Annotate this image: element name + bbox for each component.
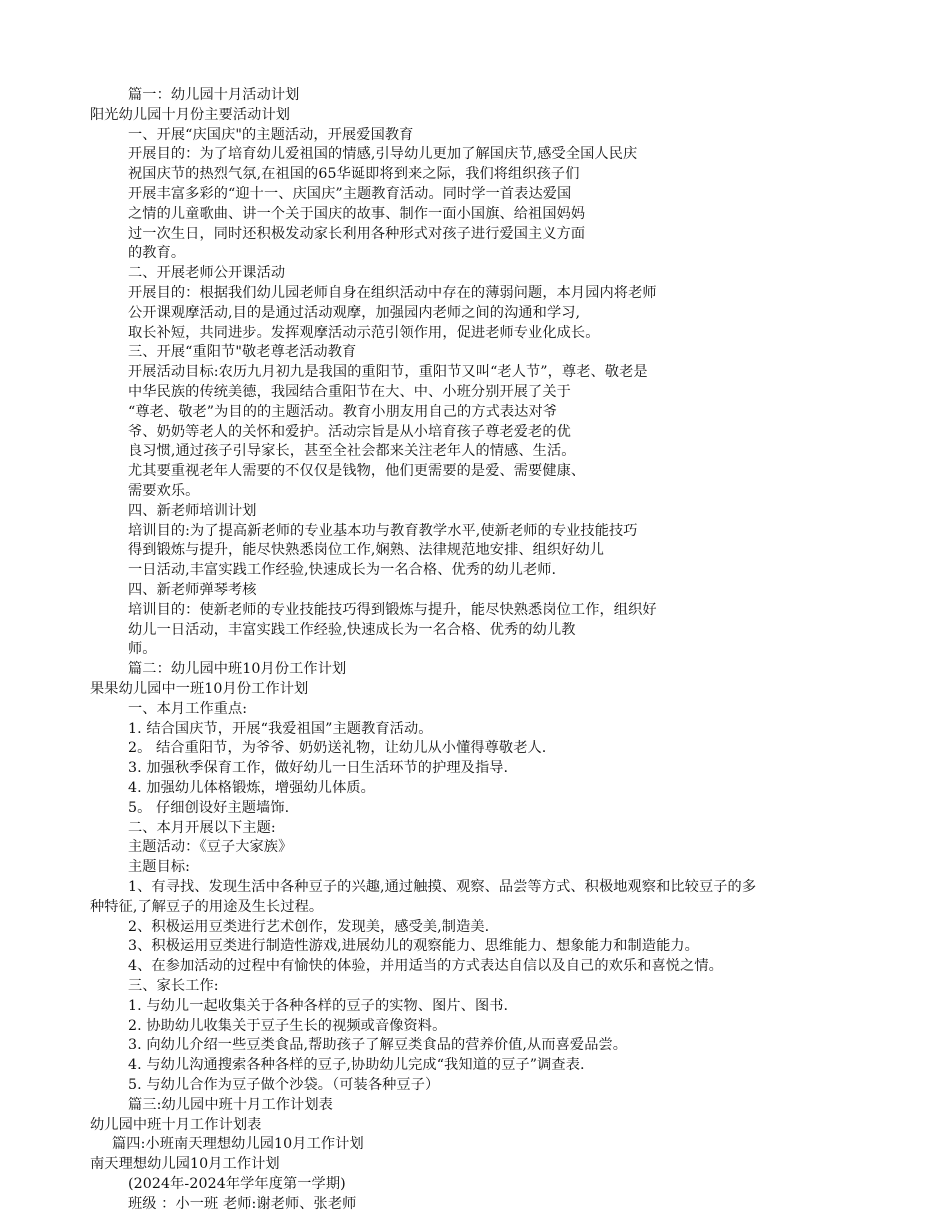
text-line: “尊老、敬老”为目的的主题活动。教育小朋友用自己的方式表达对爷 [128, 403, 558, 420]
text-line: 一、开展“庆国庆"的主题活动，开展爱国教育 [128, 126, 414, 143]
text-line: 幼儿一日活动，丰富实践工作经验,快速成长为一名合格、优秀的幼儿教 [128, 621, 576, 638]
text-line: 4、在参加活动的过程中有愉快的体验，并用适当的方式表达自信以及自己的欢乐和喜悦之情。 [128, 958, 723, 975]
text-line: 三、家长工作: [128, 978, 219, 994]
text-line: 篇一：幼儿园十月活动计划 [128, 87, 300, 103]
text-line: 主题活动：《豆子大家族》 [128, 839, 293, 856]
text-line: 4. 加强幼儿体格锻炼，增强幼儿体质。 [128, 780, 375, 796]
text-line: 篇三:幼儿园中班十月工作计划表 [128, 1096, 333, 1113]
text-line: 3. 向幼儿介绍一些豆类食品,帮助孩子了解豆类食品的营养价值,从而喜爱品尝。 [128, 1037, 628, 1054]
text-line: 开展目的：为了培育幼儿爱祖国的情感,引导幼儿更加了解国庆节,感受全国人民庆 [128, 146, 638, 163]
text-line: 2。 结合重阳节，为爷爷、奶奶送礼物，让幼儿从小懂得尊敬老人. [128, 740, 547, 757]
text-line: 一日活动,丰富实践工作经验,快速成长为一名合格、优秀的幼儿老师. [128, 562, 557, 579]
text-line: 幼儿园中班十月工作计划表 [90, 1116, 262, 1133]
text-line: 需要欢乐。 [128, 483, 200, 499]
text-line: 1、有寻找、发现生活中各种豆子的兴趣,通过触摸、观察、品尝等方式、积极地观察和比较豆子的多 [128, 879, 757, 895]
text-line: 公开课观摩活动,目的是通过活动观摩，加强园内老师之间的沟通和学习, [128, 304, 581, 321]
text-line: 南天理想幼儿园10月工作计划 [90, 1156, 280, 1173]
text-line: 班级 ：小一班 老师:谢老师、张老师 [128, 1195, 357, 1212]
text-line: 2、积极运用豆类进行艺术创作，发现美，感受美,制造美. [128, 918, 490, 935]
text-line: (2024年-2024年学年度第一学期) [128, 1176, 346, 1192]
text-line: 2. 协助幼儿收集关于豆子生长的视频或音像资料。 [128, 1017, 447, 1034]
text-line: 四、新老师培训计划 [128, 502, 257, 519]
text-line: 爷、奶奶等老人的关怀和爱护。活动宗旨是从小培育孩子尊老爱老的优 [128, 423, 571, 440]
text-line: 篇四:小班南天理想幼儿园10月工作计划 [112, 1136, 364, 1153]
text-line: 4. 与幼儿沟通搜索各种各样的豆子,协助幼儿完成“我知道的豆子”调查表. [128, 1057, 585, 1074]
text-line: 3. 加强秋季保育工作，做好幼儿一日生活环节的护理及指导. [128, 760, 509, 777]
text-line: 开展活动目标:农历九月初九是我国的重阳节，重阳节又叫“老人节”，尊老、敬老是 [128, 364, 648, 381]
text-line: 祝国庆节的热烈气氛,在祖国的65华诞即将到来之际，我们将组织孩子们 [128, 166, 580, 183]
text-line: 三、开展“重阳节"敬老尊老活动教育 [128, 344, 357, 361]
text-line: 二、开展老师公开课活动 [128, 265, 286, 282]
text-line: 的教育。 [128, 245, 186, 262]
text-line: 种特征,了解豆子的用途及生长过程。 [90, 898, 324, 915]
text-line: 阳光幼儿园十月份主要活动计划 [90, 106, 291, 123]
text-line: 果果幼儿园中一班10月份工作计划 [90, 681, 309, 697]
text-line: 尤其要重视老年人需要的不仅仅是钱物，他们更需要的是爱、需要健康、 [128, 463, 586, 480]
text-line: 得到锻炼与提升，能尽快熟悉岗位工作,娴熟、法律规范地安排、组织好幼儿 [128, 542, 605, 559]
text-line: 1. 与幼儿一起收集关于各种各样的豆子的实物、图片、图书. [128, 997, 509, 1014]
text-line: 中华民族的传统美德，我园结合重阳节在大、中、小班分别开展了关于 [128, 384, 571, 400]
text-line: 5。 仔细创设好主题墙饰. [128, 799, 290, 816]
text-line: 师。 [128, 641, 157, 658]
text-line: 3、积极运用豆类进行制造性游戏,进展幼儿的观察能力、思维能力、想象能力和制造能力。 [128, 938, 699, 955]
text-line: 过一次生日，同时还积极发动家长利用各种形式对孩子进行爱国主义方面 [128, 225, 586, 242]
text-line: 良习惯,通过孩子引导家长，甚至全社会都来关注老年人的情感、生活。 [128, 443, 576, 460]
text-line: 四、新老师弹琴考核 [128, 582, 257, 598]
text-line: 培训目的：使新老师的专业技能技巧得到锻炼与提升，能尽快熟悉岗位工作，组织好 [128, 601, 657, 618]
text-line: 5. 与幼儿合作为豆子做个沙袋。（可装各种豆子） [128, 1077, 440, 1093]
text-line: 培训目的:为了提高新老师的专业基本功与教育教学水平,使新老师的专业技能技巧 [128, 522, 638, 539]
text-line: 一、本月工作重点: [128, 700, 248, 717]
text-line: 篇二：幼儿园中班10月份工作计划 [128, 661, 347, 678]
text-line: 二、本月开展以下主题: [128, 819, 276, 836]
text-line: 之情的儿童歌曲、讲一个关于国庆的故事、制作一面小国旗、给祖国妈妈 [128, 205, 586, 222]
text-line: 开展目的：根据我们幼儿园老师自身在组织活动中存在的薄弱问题，本月园内将老师 [128, 285, 657, 301]
text-line: 1. 结合国庆节，开展“我爱祖国”主题教育活动。 [128, 720, 433, 737]
text-line: 主题目标: [128, 859, 191, 876]
text-line: 取长补短，共同进步。发挥观摩活动示范引领作用，促进老师专业化成长。 [128, 324, 600, 341]
text-line: 开展丰富多彩的“迎十一、庆国庆”主题教育活动。同时学一首表达爱国 [128, 186, 572, 202]
